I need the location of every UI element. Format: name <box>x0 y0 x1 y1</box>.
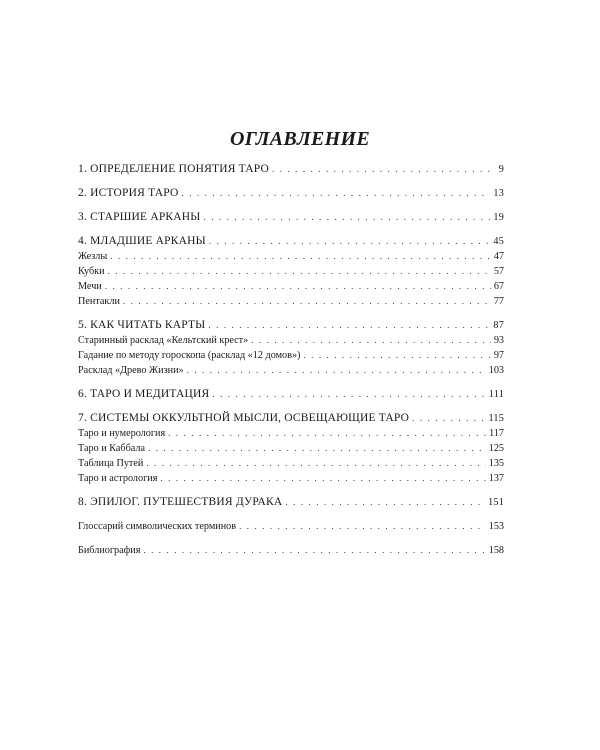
toc-entry-label: 1. ОПРЕДЕЛЕНИЕ ПОНЯТИЯ ТАРО <box>78 163 270 175</box>
section-gap <box>78 534 504 543</box>
toc-entry-label: Таблица Путей <box>78 458 144 469</box>
toc-entry-page-number: 125 <box>488 443 504 454</box>
toc-entry-page-number: 9 <box>498 164 504 175</box>
toc-chapter-entry <box>78 387 504 402</box>
toc-subentry <box>78 543 504 558</box>
toc-entry-label: Таро и нумерология <box>78 428 166 439</box>
dot-leader <box>108 264 491 279</box>
dot-leader <box>148 441 486 456</box>
toc-entry-label: 2. ИСТОРИЯ ТАРО <box>78 187 179 199</box>
toc-entry-page-number: 111 <box>488 389 504 400</box>
toc-entry-label: Библиография <box>78 545 141 556</box>
toc-entry-label: Таро и астрология <box>78 473 158 484</box>
section-gap <box>78 309 504 318</box>
dot-leader <box>272 162 496 177</box>
section-gap <box>78 402 504 411</box>
toc-chapter-entry <box>78 186 504 201</box>
toc-entry-page-number: 97 <box>493 350 504 361</box>
toc-chapter-entry <box>78 411 504 426</box>
toc-entry-label: 5. КАК ЧИТАТЬ КАРТЫ <box>78 319 206 331</box>
section-gap <box>78 510 504 519</box>
toc-entry-page-number: 153 <box>488 521 504 532</box>
dot-leader <box>412 411 485 426</box>
toc-subentry <box>78 519 504 534</box>
toc-entry-label: Гадание по методу гороскопа (расклад «12 домов») <box>78 350 301 361</box>
dot-leader <box>204 210 491 225</box>
toc-subentry <box>78 441 504 456</box>
toc-entry-page-number: 47 <box>493 251 504 262</box>
dot-leader <box>303 348 490 363</box>
dot-leader <box>187 363 486 378</box>
toc-entry-page-number: 13 <box>493 188 504 199</box>
dot-leader <box>105 279 491 294</box>
section-gap <box>78 486 504 495</box>
dot-leader <box>168 426 486 441</box>
toc-subentry <box>78 456 504 471</box>
toc-chapter-entry <box>78 210 504 225</box>
section-gap <box>78 225 504 234</box>
section-gap <box>78 177 504 186</box>
toc-subentry <box>78 264 504 279</box>
dot-leader <box>208 318 490 333</box>
toc-entry-label: Кубки <box>78 266 105 277</box>
toc-entry-label: Жезлы <box>78 251 108 262</box>
table-of-contents <box>78 162 504 558</box>
section-gap <box>78 201 504 210</box>
section-gap <box>78 378 504 387</box>
toc-chapter-entry <box>78 162 504 177</box>
toc-chapter-entry <box>78 234 504 249</box>
toc-subentry <box>78 333 504 348</box>
toc-entry-label: 7. СИСТЕМЫ ОККУЛЬТНОЙ МЫСЛИ, ОСВЕЩАЮЩИЕ ТАРО <box>78 412 410 424</box>
toc-entry-page-number: 115 <box>488 413 504 424</box>
dot-leader <box>143 543 485 558</box>
toc-entry-label: Мечи <box>78 281 102 292</box>
dot-leader <box>212 387 485 402</box>
toc-entry-label: 3. СТАРШИЕ АРКАНЫ <box>78 211 201 223</box>
toc-entry-page-number: 117 <box>489 428 504 439</box>
dot-leader <box>160 471 485 486</box>
dot-leader <box>209 234 491 249</box>
toc-entry-page-number: 151 <box>488 497 504 508</box>
toc-entry-page-number: 57 <box>493 266 504 277</box>
dot-leader <box>146 456 485 471</box>
toc-chapter-entry <box>78 318 504 333</box>
toc-entry-page-number: 135 <box>488 458 504 469</box>
toc-entry-page-number: 158 <box>488 545 504 556</box>
toc-title: ОГЛАВЛЕНИЕ <box>229 128 371 150</box>
dot-leader <box>251 333 491 348</box>
toc-subentry <box>78 294 504 309</box>
toc-entry-label: 8. ЭПИЛОГ. ПУТЕШЕСТВИЯ ДУРАКА <box>78 496 283 508</box>
toc-subentry <box>78 426 504 441</box>
dot-leader <box>123 294 491 309</box>
toc-entry-page-number: 93 <box>493 335 504 346</box>
dot-leader <box>182 186 491 201</box>
toc-entry-label: Пентакли <box>78 296 120 307</box>
toc-subentry <box>78 363 504 378</box>
dot-leader <box>110 249 491 264</box>
toc-entry-label: 4. МЛАДШИЕ АРКАНЫ <box>78 235 206 247</box>
toc-subentry <box>78 249 504 264</box>
toc-entry-page-number: 87 <box>493 320 504 331</box>
toc-entry-page-number: 19 <box>493 212 504 223</box>
toc-chapter-entry <box>78 495 504 510</box>
toc-subentry <box>78 471 504 486</box>
toc-entry-page-number: 67 <box>493 281 504 292</box>
toc-entry-label: 6. ТАРО И МЕДИТАЦИЯ <box>78 388 210 400</box>
dot-leader <box>239 519 486 534</box>
toc-entry-label: Таро и Каббала <box>78 443 145 454</box>
toc-entry-label: Старинный расклад «Кельтский крест» <box>78 335 249 346</box>
toc-entry-label: Глоссарий символических терминов <box>78 521 237 532</box>
toc-entry-page-number: 77 <box>493 296 504 307</box>
toc-entry-page-number: 45 <box>493 236 504 247</box>
toc-entry-page-number: 103 <box>488 365 504 376</box>
toc-subentry <box>78 279 504 294</box>
dot-leader <box>285 495 485 510</box>
toc-subentry <box>78 348 504 363</box>
toc-entry-label: Расклад «Древо Жизни» <box>78 365 184 376</box>
toc-entry-page-number: 137 <box>488 473 504 484</box>
